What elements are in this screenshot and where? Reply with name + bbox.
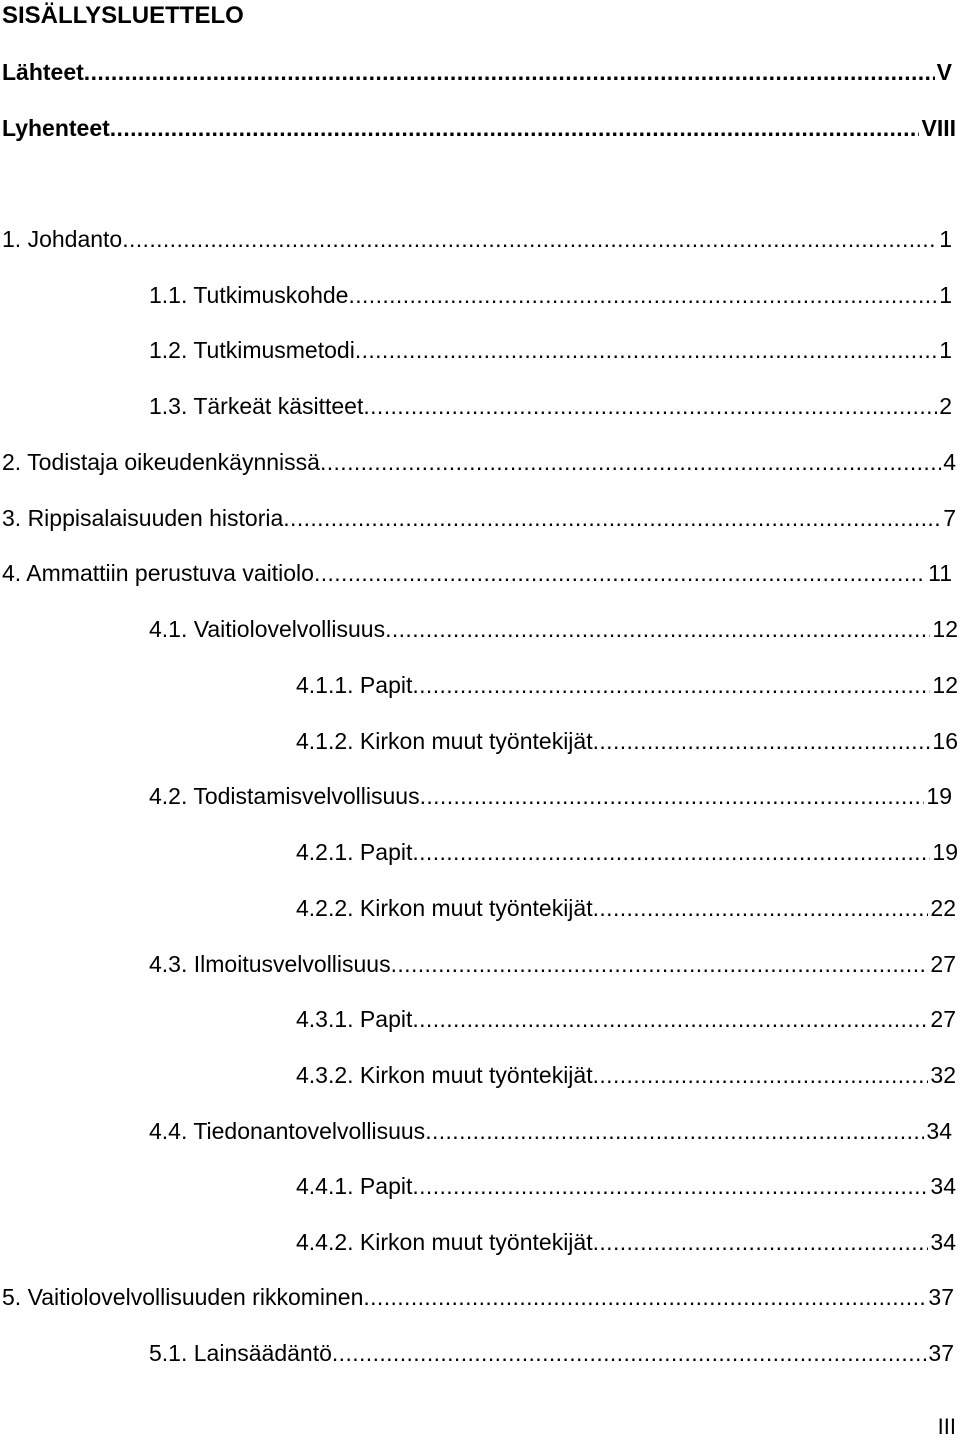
toc-label: 3. Rippisalaisuuden historia <box>2 505 284 531</box>
toc-leader <box>412 669 930 701</box>
toc-entry-lahteet <box>0 56 960 88</box>
toc-label: 4.2. Todistamisvelvollisuus <box>149 783 420 809</box>
toc-entry-4-3 <box>0 948 960 980</box>
toc-label: 1. Johdanto <box>2 226 123 252</box>
toc-page: 1 <box>939 226 952 252</box>
toc-entry-4-1-1 <box>0 669 960 701</box>
toc-leader <box>355 334 937 366</box>
toc-label: 4.1.1. Papit <box>296 672 413 698</box>
page-number: III <box>937 1414 956 1439</box>
toc-leader <box>363 390 937 422</box>
toc-label: Lähteet <box>2 59 84 85</box>
toc-leader <box>412 1170 928 1202</box>
toc-page: 22 <box>930 895 956 921</box>
toc-label: 4.2.1. Papit <box>296 839 413 865</box>
toc-entry-4-1 <box>0 613 960 645</box>
toc-leader <box>385 613 930 645</box>
toc-label: 5. Vaitiolovelvollisuuden rikkominen <box>2 1284 364 1310</box>
toc-entry-1 <box>0 223 960 255</box>
toc-leader <box>348 279 937 311</box>
toc-page: 12 <box>932 672 958 698</box>
toc-label: 1.2. Tutkimusmetodi <box>149 337 355 363</box>
toc-label: 4.4. Tiedonantovelvollisuus <box>149 1118 426 1144</box>
toc-leader <box>593 892 929 924</box>
toc-label: 4.4.1. Papit <box>296 1173 413 1199</box>
toc-leader <box>593 725 931 757</box>
toc-leader <box>320 446 941 478</box>
toc-label: 4.1.2. Kirkon muut työntekijät <box>296 728 593 754</box>
toc-page: 1 <box>939 337 952 363</box>
toc-entry-3 <box>0 502 960 534</box>
toc-page: 19 <box>932 839 958 865</box>
page-title: SISÄLLYSLUETTELO <box>2 2 244 29</box>
toc-page: 19 <box>926 783 952 809</box>
toc-leader <box>122 223 937 255</box>
toc-page: 2 <box>939 393 952 419</box>
toc-page: 34 <box>930 1173 956 1199</box>
toc-entry-1-1 <box>0 279 960 311</box>
toc-label: 4.1. Vaitiolovelvollisuus <box>149 616 386 642</box>
toc-label: 5.1. Lainsäädäntö <box>149 1340 332 1366</box>
toc-page: 34 <box>930 1229 956 1255</box>
toc-leader <box>420 780 925 812</box>
toc-entry-lyhenteet <box>0 112 960 144</box>
toc-leader <box>363 1281 926 1313</box>
toc-leader <box>110 112 920 144</box>
toc-leader <box>593 1059 929 1091</box>
toc-label: 2. Todistaja oikeudenkäynnissä <box>2 449 320 475</box>
toc-label: 4.3. Ilmoitusvelvollisuus <box>149 951 391 977</box>
toc-entry-4-3-1 <box>0 1003 960 1035</box>
toc-page: V <box>936 59 952 85</box>
toc-label: 4.2.2. Kirkon muut työntekijät <box>296 895 593 921</box>
toc-leader <box>314 557 926 589</box>
toc-page: 37 <box>928 1284 954 1310</box>
toc-entry-4-2-2 <box>0 892 960 924</box>
toc-label: 1.1. Tutkimuskohde <box>149 282 349 308</box>
toc-page: 27 <box>930 1006 956 1032</box>
toc-entry-4-4-1 <box>0 1170 960 1202</box>
toc-label: Lyhenteet <box>2 115 110 141</box>
toc-leader <box>283 502 941 534</box>
toc-leader <box>412 836 930 868</box>
toc-page: 16 <box>932 728 958 754</box>
toc-label: 4.3.2. Kirkon muut työntekijät <box>296 1062 593 1088</box>
toc-page: VIII <box>921 115 956 141</box>
toc-page: 1 <box>939 282 952 308</box>
toc-leader <box>84 56 935 88</box>
toc-entry-2 <box>0 446 960 478</box>
toc-entry-5 <box>0 1281 960 1313</box>
toc-leader <box>391 948 929 980</box>
toc-leader <box>593 1226 929 1258</box>
toc-entry-1-2 <box>0 334 960 366</box>
toc-entry-4-3-2 <box>0 1059 960 1091</box>
toc-entry-4-4 <box>0 1115 960 1147</box>
toc-entry-4 <box>0 557 960 589</box>
toc-entry-1-3 <box>0 390 960 422</box>
toc-entry-4-2 <box>0 780 960 812</box>
toc-leader <box>425 1115 924 1147</box>
toc-label: 4. Ammattiin perustuva vaitiolo <box>2 560 314 586</box>
toc-page: 27 <box>930 951 956 977</box>
toc-entry-4-1-2 <box>0 725 960 757</box>
toc-leader <box>332 1337 927 1369</box>
toc-page: 37 <box>928 1340 954 1366</box>
toc-page: 32 <box>930 1062 956 1088</box>
toc-label: 4.4.2. Kirkon muut työntekijät <box>296 1229 593 1255</box>
toc-label: 4.3.1. Papit <box>296 1006 413 1032</box>
toc-page: 4 <box>943 449 956 475</box>
toc-page: 7 <box>943 505 956 531</box>
toc-page: 11 <box>928 560 952 586</box>
toc-entry-5-1 <box>0 1337 960 1369</box>
toc-page: 34 <box>926 1118 952 1144</box>
toc-entry-4-2-1 <box>0 836 960 868</box>
toc-label: 1.3. Tärkeät käsitteet <box>149 393 364 419</box>
toc-page: 12 <box>932 616 958 642</box>
toc-entry-4-4-2 <box>0 1226 960 1258</box>
toc-leader <box>412 1003 928 1035</box>
